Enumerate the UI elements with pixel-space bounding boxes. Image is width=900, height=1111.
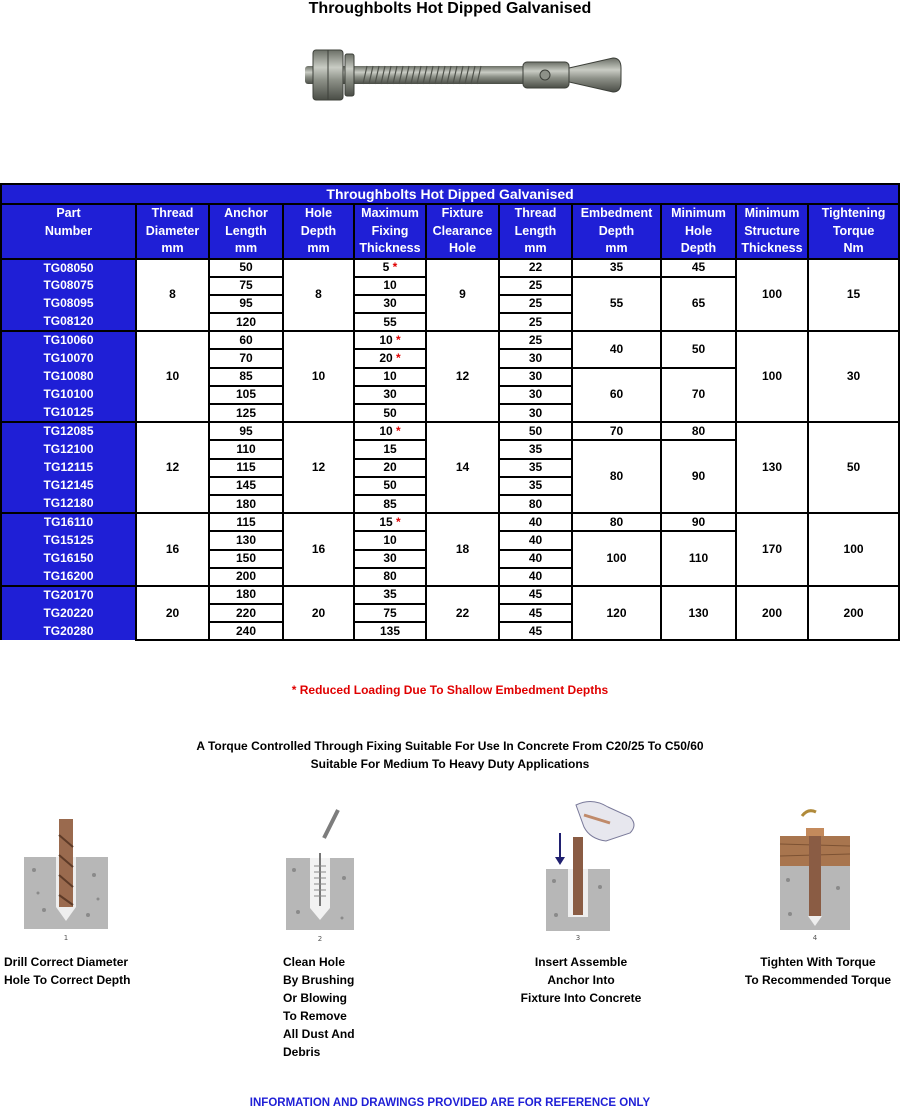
embedment-depth-cell: 55 xyxy=(572,277,661,332)
fixing-value: 75 xyxy=(383,605,397,620)
column-header-line: mm xyxy=(234,241,258,255)
column-header-line: Nm xyxy=(843,241,864,255)
column-header xyxy=(808,204,899,259)
max-fixing-thickness-cell xyxy=(354,531,426,549)
thread-length-cell: 22 xyxy=(499,259,572,277)
thread-length-cell: 50 xyxy=(499,422,572,440)
step-text-line: Debris xyxy=(283,1045,321,1059)
thread-length-cell: 30 xyxy=(499,368,572,386)
column-header-line: mm xyxy=(524,241,547,255)
anchor-length-cell: 50 xyxy=(209,259,283,277)
table-row xyxy=(1,422,899,440)
anchor-length-cell: 130 xyxy=(209,531,283,549)
max-fixing-thickness-cell xyxy=(354,386,426,404)
description xyxy=(0,737,900,773)
thread-length-cell: 25 xyxy=(499,295,572,313)
part-number-cell: TG16110 xyxy=(1,513,136,531)
min-hole-depth-cell: 70 xyxy=(661,368,736,423)
column-header-line: Hole xyxy=(448,241,477,255)
column-header-line: mm xyxy=(161,241,184,255)
table-row xyxy=(1,513,899,531)
fixing-value: 30 xyxy=(383,551,397,566)
table-body xyxy=(1,259,899,641)
column-header xyxy=(426,204,499,259)
max-fixing-thickness-cell xyxy=(354,604,426,622)
drill-hole-illustration xyxy=(24,815,108,943)
max-fixing-thickness-cell xyxy=(354,368,426,386)
max-fixing-thickness-cell xyxy=(354,313,426,331)
fixing-value: 5 xyxy=(382,260,390,275)
embedment-depth-cell: 120 xyxy=(572,586,661,641)
step-text-line: By Brushing xyxy=(283,973,355,987)
step-text-line: Tighten With Torque xyxy=(760,955,876,969)
anchor-length-cell: 120 xyxy=(209,313,283,331)
column-header-line: Fixing xyxy=(371,223,409,238)
hole-depth-cell: 12 xyxy=(283,422,354,513)
max-fixing-thickness-cell xyxy=(354,331,426,349)
min-structure-thickness-cell: 100 xyxy=(736,331,808,422)
part-number-cell: TG16200 xyxy=(1,568,136,586)
thread-diameter-cell: 8 xyxy=(136,259,209,332)
step-text-line: To Recommended Torque xyxy=(744,973,892,987)
thread-length-cell: 25 xyxy=(499,277,572,295)
page-title: Throughbolts Hot Dipped Galvanised xyxy=(308,0,592,17)
step-text-line: Or Blowing xyxy=(283,991,347,1005)
reduced-loading-asterisk: * xyxy=(396,332,401,347)
column-header-line: Part xyxy=(56,206,81,221)
max-fixing-thickness-cell xyxy=(354,586,426,604)
fixing-value: 15 xyxy=(383,441,397,456)
column-header-line: Hole xyxy=(304,206,333,220)
insert-anchor-illustration xyxy=(540,797,640,943)
step-text-line: Fixture Into Concrete xyxy=(520,991,642,1005)
anchor-length-cell: 75 xyxy=(209,277,283,295)
embedment-depth-cell: 70 xyxy=(572,422,661,440)
thread-length-cell: 25 xyxy=(499,331,572,349)
column-header-line xyxy=(2,240,135,257)
min-hole-depth-cell: 90 xyxy=(661,513,736,531)
step-text-line: Anchor Into xyxy=(547,973,615,987)
column-header-line: Thread xyxy=(151,206,194,220)
step-number: 4 xyxy=(812,934,818,942)
anchor-length-cell: 150 xyxy=(209,550,283,568)
column-header-line: mm xyxy=(307,241,330,255)
step-4-text xyxy=(738,953,898,989)
column-header-line: Depth xyxy=(300,223,337,238)
thread-diameter-cell: 20 xyxy=(136,586,209,641)
part-number-cell: TG10080 xyxy=(1,368,136,386)
fixing-value: 15 xyxy=(379,514,393,529)
anchor-length-cell: 180 xyxy=(209,586,283,604)
max-fixing-thickness-cell xyxy=(354,349,426,367)
max-fixing-thickness-cell xyxy=(354,477,426,495)
column-header xyxy=(499,204,572,259)
step-1-text xyxy=(4,953,130,989)
reduced-loading-note: * Reduced Loading Due To Shallow Embedment Depths xyxy=(291,683,609,697)
description-line: A Torque Controlled Through Fixing Suitable For Use In Concrete From C20/25 To C50/60 xyxy=(196,739,704,753)
column-header xyxy=(661,204,736,259)
fixture-clearance-cell: 14 xyxy=(426,422,499,513)
column-header-line: Fixture xyxy=(441,206,484,220)
fixing-value: 35 xyxy=(383,587,397,602)
step-text-line: Hole To Correct Depth xyxy=(4,973,131,987)
fixing-value: 85 xyxy=(383,496,397,511)
thread-length-cell: 35 xyxy=(499,440,572,458)
part-number-cell: TG12145 xyxy=(1,477,136,495)
column-header xyxy=(736,204,808,259)
max-fixing-thickness-cell xyxy=(354,277,426,295)
part-number-cell: TG12100 xyxy=(1,440,136,458)
thread-length-cell: 25 xyxy=(499,313,572,331)
tightening-torque-cell: 15 xyxy=(808,259,899,332)
part-number-cell: TG10125 xyxy=(1,404,136,422)
reference-only-footer: INFORMATION AND DRAWINGS PROVIDED ARE FOR REFERENCE ONLY xyxy=(249,1097,651,1109)
column-header-line: Structure xyxy=(744,223,800,238)
column-header-line: Depth xyxy=(680,241,717,255)
anchor-length-cell: 115 xyxy=(209,513,283,531)
column-header-line: Thickness xyxy=(741,241,803,255)
step-number: 2 xyxy=(317,935,323,943)
part-number-cell: TG20220 xyxy=(1,604,136,622)
thread-diameter-cell: 10 xyxy=(136,331,209,422)
part-number-cell: TG12180 xyxy=(1,495,136,513)
fixture-clearance-cell: 18 xyxy=(426,513,499,586)
min-structure-thickness-cell: 200 xyxy=(736,586,808,641)
max-fixing-thickness-cell xyxy=(354,404,426,422)
specification-table xyxy=(0,183,900,641)
step-text-line: All Dust And xyxy=(283,1027,355,1041)
fixing-value: 10 xyxy=(383,278,397,293)
hole-depth-cell: 10 xyxy=(283,331,354,422)
hole-depth-cell: 8 xyxy=(283,259,354,332)
anchor-length-cell: 70 xyxy=(209,349,283,367)
fixing-value: 30 xyxy=(383,387,397,402)
thread-length-cell: 35 xyxy=(499,459,572,477)
part-number-cell: TG08120 xyxy=(1,313,136,331)
tightening-torque-cell: 200 xyxy=(808,586,899,641)
column-header-line: Thread xyxy=(514,206,557,220)
embedment-depth-cell: 80 xyxy=(572,440,661,513)
column-header xyxy=(572,204,661,259)
tighten-torque-illustration xyxy=(772,806,856,943)
table-row xyxy=(1,331,899,349)
thread-length-cell: 30 xyxy=(499,349,572,367)
embedment-depth-cell: 35 xyxy=(572,259,661,277)
column-header-line: Diameter xyxy=(145,223,200,238)
fixture-clearance-cell: 12 xyxy=(426,331,499,422)
max-fixing-thickness-cell xyxy=(354,513,426,531)
column-header-line: Minimum xyxy=(744,206,800,220)
column-header-line: Number xyxy=(44,223,93,238)
anchor-length-cell: 145 xyxy=(209,477,283,495)
fixing-value: 10 xyxy=(383,532,397,547)
column-header-line: Tightening xyxy=(821,206,886,220)
min-structure-thickness-cell: 130 xyxy=(736,422,808,513)
fixing-value: 10 xyxy=(379,423,393,438)
min-hole-depth-cell: 80 xyxy=(661,422,736,440)
step-number: 1 xyxy=(63,934,69,942)
fixing-value: 135 xyxy=(379,623,401,638)
tightening-torque-cell: 100 xyxy=(808,513,899,586)
fixing-value: 10 xyxy=(379,332,393,347)
thread-length-cell: 80 xyxy=(499,495,572,513)
tightening-torque-cell: 30 xyxy=(808,331,899,422)
anchor-length-cell: 95 xyxy=(209,295,283,313)
tightening-torque-cell: 50 xyxy=(808,422,899,513)
anchor-length-cell: 95 xyxy=(209,422,283,440)
table-caption: Throughbolts Hot Dipped Galvanised xyxy=(1,184,899,204)
reduced-loading-asterisk: * xyxy=(396,514,401,529)
throughbolt-image xyxy=(295,38,635,110)
thread-length-cell: 30 xyxy=(499,404,572,422)
max-fixing-thickness-cell xyxy=(354,459,426,477)
column-header xyxy=(1,204,136,259)
max-fixing-thickness-cell xyxy=(354,495,426,513)
max-fixing-thickness-cell xyxy=(354,422,426,440)
min-hole-depth-cell: 65 xyxy=(661,277,736,332)
table-row xyxy=(1,259,899,277)
step-text-line: Insert Assemble xyxy=(534,955,628,969)
part-number-cell: TG10060 xyxy=(1,331,136,349)
part-number-cell: TG08095 xyxy=(1,295,136,313)
anchor-length-cell: 240 xyxy=(209,622,283,640)
part-number-cell: TG20170 xyxy=(1,586,136,604)
thread-length-cell: 45 xyxy=(499,622,572,640)
step-number: 3 xyxy=(575,934,581,942)
column-header-line: Length xyxy=(514,223,557,238)
step-3-text xyxy=(514,953,648,1007)
fixing-value: 10 xyxy=(383,369,397,384)
reduced-loading-asterisk: * xyxy=(396,351,401,366)
fixing-value: 20 xyxy=(383,460,397,475)
column-header-line: mm xyxy=(605,241,628,255)
part-number-cell: TG12085 xyxy=(1,422,136,440)
max-fixing-thickness-cell xyxy=(354,550,426,568)
anchor-length-cell: 220 xyxy=(209,604,283,622)
anchor-length-cell: 180 xyxy=(209,495,283,513)
part-number-cell: TG12115 xyxy=(1,459,136,477)
column-header-line: Torque xyxy=(832,223,875,238)
embedment-depth-cell: 60 xyxy=(572,368,661,423)
fixture-clearance-cell: 9 xyxy=(426,259,499,332)
embedment-depth-cell: 80 xyxy=(572,513,661,531)
hole-depth-cell: 20 xyxy=(283,586,354,641)
thread-diameter-cell: 16 xyxy=(136,513,209,586)
fixing-value: 55 xyxy=(383,314,397,329)
column-header xyxy=(283,204,354,259)
column-header-line: Embedment xyxy=(580,206,653,220)
column-header-line: Thickness xyxy=(359,241,421,255)
min-hole-depth-cell: 90 xyxy=(661,440,736,513)
description-line: Suitable For Medium To Heavy Duty Applications xyxy=(310,757,590,771)
thread-length-cell: 40 xyxy=(499,531,572,549)
anchor-length-cell: 105 xyxy=(209,386,283,404)
max-fixing-thickness-cell xyxy=(354,440,426,458)
min-structure-thickness-cell: 170 xyxy=(736,513,808,586)
thread-length-cell: 40 xyxy=(499,513,572,531)
step-text-line: Clean Hole xyxy=(283,955,346,969)
part-number-cell: TG08050 xyxy=(1,259,136,277)
hole-depth-cell: 16 xyxy=(283,513,354,586)
thread-length-cell: 30 xyxy=(499,386,572,404)
min-structure-thickness-cell: 100 xyxy=(736,259,808,332)
column-header-line: Maximum xyxy=(361,206,419,220)
reduced-loading-asterisk: * xyxy=(396,423,401,438)
embedment-depth-cell: 100 xyxy=(572,531,661,586)
max-fixing-thickness-cell xyxy=(354,568,426,586)
column-header-line: Clearance xyxy=(432,223,493,238)
column-header-line: Anchor xyxy=(224,206,268,220)
max-fixing-thickness-cell xyxy=(354,295,426,313)
min-hole-depth-cell: 110 xyxy=(661,531,736,586)
min-hole-depth-cell: 130 xyxy=(661,586,736,641)
anchor-length-cell: 110 xyxy=(209,440,283,458)
part-number-cell: TG15125 xyxy=(1,531,136,549)
fixture-clearance-cell: 22 xyxy=(426,586,499,641)
step-text-line: To Remove xyxy=(283,1009,347,1023)
fixing-value: 50 xyxy=(383,405,397,420)
part-number-cell: TG16150 xyxy=(1,550,136,568)
column-header-line: Depth xyxy=(598,223,635,238)
thread-diameter-cell: 12 xyxy=(136,422,209,513)
max-fixing-thickness-cell xyxy=(354,622,426,640)
table-header-row xyxy=(1,204,899,259)
anchor-length-cell: 115 xyxy=(209,459,283,477)
clean-hole-illustration xyxy=(284,808,356,943)
fixing-value: 20 xyxy=(379,351,393,366)
anchor-length-cell: 60 xyxy=(209,331,283,349)
column-header xyxy=(354,204,426,259)
anchor-length-cell: 125 xyxy=(209,404,283,422)
fixing-value: 80 xyxy=(383,569,397,584)
anchor-length-cell: 200 xyxy=(209,568,283,586)
column-header-line: Hole xyxy=(684,223,713,238)
anchor-length-cell: 85 xyxy=(209,368,283,386)
fixing-value: 50 xyxy=(383,478,397,493)
step-text-line: Drill Correct Diameter xyxy=(4,955,129,969)
fixing-value: 30 xyxy=(383,296,397,311)
step-2-text xyxy=(283,953,355,1061)
column-header xyxy=(209,204,283,259)
thread-length-cell: 40 xyxy=(499,550,572,568)
part-number-cell: TG10100 xyxy=(1,386,136,404)
column-header-line: Minimum xyxy=(671,206,726,220)
column-header xyxy=(136,204,209,259)
min-hole-depth-cell: 45 xyxy=(661,259,736,277)
part-number-cell: TG10070 xyxy=(1,349,136,367)
thread-length-cell: 40 xyxy=(499,568,572,586)
thread-length-cell: 35 xyxy=(499,477,572,495)
embedment-depth-cell: 40 xyxy=(572,331,661,367)
part-number-cell: TG20280 xyxy=(1,622,136,640)
thread-length-cell: 45 xyxy=(499,604,572,622)
thread-length-cell: 45 xyxy=(499,586,572,604)
reduced-loading-asterisk: * xyxy=(392,260,398,275)
min-hole-depth-cell: 50 xyxy=(661,331,736,367)
column-header-line: Length xyxy=(225,223,267,238)
max-fixing-thickness-cell xyxy=(354,259,426,277)
table-row xyxy=(1,586,899,604)
part-number-cell: TG08075 xyxy=(1,277,136,295)
